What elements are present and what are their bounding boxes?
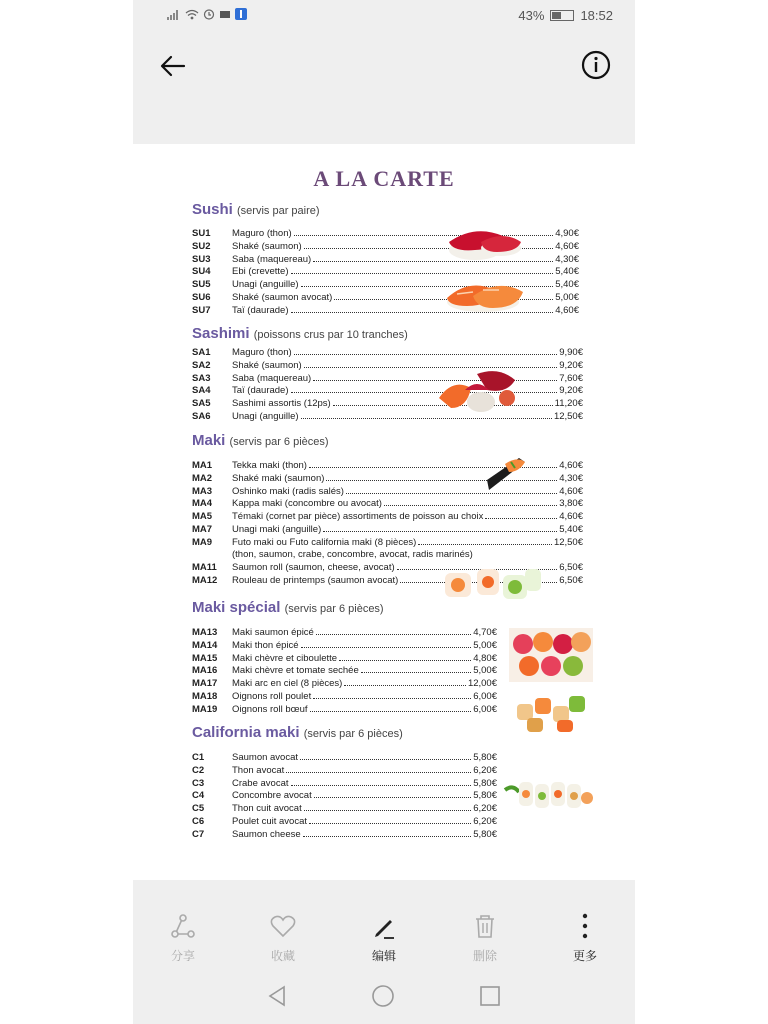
more-button[interactable] — [555, 912, 615, 964]
dot-leader — [361, 672, 471, 673]
edit-button[interactable] — [354, 912, 414, 964]
item-price: 6,20€ — [473, 764, 497, 776]
item-price: 4,60€ — [559, 460, 583, 471]
favorite-label: 收藏 — [270, 949, 295, 963]
menu-item-row — [192, 788, 497, 801]
dot-leader — [291, 785, 472, 786]
menu-item-row — [192, 396, 583, 409]
dot-leader — [304, 810, 472, 811]
menu-title: A LA CARTE — [313, 166, 455, 191]
edit-label: 编辑 — [371, 949, 396, 963]
item-name: Maki thon épicé — [232, 639, 299, 651]
maki-futo-note: (thon, saumon, crabe, concombre, avocat, radis marinés) — [232, 549, 473, 560]
section-note: (servis par paire) — [237, 205, 320, 217]
item-code: SU1 — [192, 228, 211, 239]
dot-leader — [384, 505, 557, 506]
menu-item-row — [192, 409, 583, 422]
item-price: 12,50€ — [553, 411, 583, 422]
item-name: Maguro (thon) — [232, 347, 292, 358]
item-price: 3,80€ — [559, 498, 583, 510]
item-code: MA5 — [192, 511, 213, 523]
item-code: SU7 — [192, 304, 211, 316]
item-name: Crabe avocat — [232, 777, 289, 789]
item-name: Shaké (saumon avocat) — [232, 292, 333, 303]
bottom-action-bar — [133, 880, 635, 1024]
item-code: MA17 — [192, 678, 218, 690]
item-name: Maki chèvre et ciboulette — [232, 652, 338, 664]
item-price: 12,50€ — [553, 536, 583, 548]
more-label: 更多 — [572, 949, 597, 963]
battery-icon — [550, 10, 574, 21]
menu-item-row — [192, 763, 497, 776]
menu-item-row — [192, 509, 583, 522]
item-code: SU5 — [192, 279, 211, 291]
item-price: 4,60€ — [559, 511, 583, 523]
item-price: 9,20€ — [559, 385, 583, 397]
menu-item-row — [192, 814, 497, 827]
item-code: SU3 — [192, 253, 211, 265]
menu-item-row — [192, 625, 497, 638]
menu-item-row — [192, 345, 583, 358]
nav-back-icon[interactable] — [265, 984, 289, 1008]
menu-item-row — [192, 651, 497, 664]
item-price: 5,80€ — [473, 790, 497, 802]
battery-percent: 43% — [518, 8, 545, 23]
item-price: 5,80€ — [473, 777, 497, 789]
item-name: Saumon roll (saumon, cheese, avocat) — [232, 562, 395, 574]
item-name: Thon avocat — [232, 764, 285, 776]
nav-recents-icon[interactable] — [478, 984, 502, 1008]
item-name: Shaké (saumon) — [232, 240, 302, 252]
dot-leader — [339, 660, 471, 661]
item-name: Futo maki ou Futo california maki (8 pièces) — [232, 536, 417, 548]
dot-leader — [346, 493, 557, 494]
wifi-icon — [185, 9, 199, 20]
item-name: Taï (daurade) — [232, 385, 289, 397]
share-label: 分享 — [170, 949, 195, 963]
item-code: SU4 — [192, 266, 211, 278]
item-price: 4,30€ — [555, 253, 579, 265]
item-code: C1 — [192, 752, 205, 763]
share-button[interactable] — [153, 912, 213, 964]
section-name: Sushi — [192, 201, 233, 218]
item-name: Oignons roll bœuf — [232, 703, 308, 715]
item-name: Kappa maki (concombre ou avocat) — [232, 498, 382, 510]
signal-icon — [167, 9, 181, 20]
item-name: Tekka maki (thon) — [232, 460, 307, 471]
dot-leader — [294, 354, 558, 355]
section-sashimi-heading — [192, 325, 408, 342]
item-name: Sashimi assortis (12ps) — [232, 398, 331, 410]
item-code: MA13 — [192, 627, 218, 638]
section-note: (servis par 6 pièces) — [284, 603, 384, 615]
status-icons — [167, 8, 247, 20]
item-code: C7 — [192, 828, 205, 840]
item-price: 11,20€ — [554, 398, 583, 410]
item-name: Maguro (thon) — [232, 228, 292, 239]
clock: 18:52 — [580, 8, 613, 23]
item-code: MA18 — [192, 691, 218, 702]
menu-item-row — [192, 663, 497, 676]
item-price: 6,20€ — [473, 803, 497, 815]
dot-leader — [301, 418, 552, 419]
item-price: 6,50€ — [559, 575, 583, 587]
menu-item-row — [192, 358, 583, 371]
mail-icon — [219, 8, 231, 20]
menu-item-row — [192, 689, 497, 702]
item-code: SA2 — [192, 359, 211, 371]
item-price: 6,00€ — [473, 703, 497, 715]
dot-leader — [344, 685, 466, 686]
item-name: Oignons roll poulet — [232, 691, 312, 702]
item-name: Saba (maquereau) — [232, 253, 312, 265]
section-name: Sashimi — [192, 325, 250, 342]
menu-item-row — [192, 676, 497, 689]
item-code: SA5 — [192, 398, 211, 410]
item-code: SU2 — [192, 240, 211, 252]
menu-item-row — [192, 750, 497, 763]
item-name: Rouleau de printemps (saumon avocat) — [232, 575, 399, 587]
menu-image[interactable] — [133, 144, 635, 880]
item-price: 5,80€ — [473, 752, 497, 763]
phone-screen — [133, 0, 635, 1024]
menu-item-row — [192, 702, 497, 715]
section-note: (servis par 6 pièces) — [303, 728, 403, 740]
item-price: 4,60€ — [555, 304, 579, 316]
onion-roll-image — [515, 692, 587, 734]
section-maki-special-heading — [192, 599, 384, 616]
alarm-icon — [203, 8, 215, 20]
menu-item-row — [192, 801, 497, 814]
item-code: MA1 — [192, 460, 213, 471]
item-name: Shaké (saumon) — [232, 359, 302, 371]
section-note: (servis par 6 pièces) — [229, 436, 329, 448]
dot-leader — [291, 273, 554, 274]
status-right — [518, 8, 613, 23]
section-name: California maki — [192, 724, 300, 741]
item-price: 9,90€ — [559, 347, 583, 358]
dot-leader — [313, 698, 471, 699]
pen-icon — [370, 912, 398, 940]
item-code: C6 — [192, 816, 205, 827]
item-code: MA11 — [192, 562, 217, 574]
item-code: SA6 — [192, 411, 211, 422]
item-name: Maki arc en ciel (8 pièces) — [232, 678, 343, 690]
item-name: Maki saumon épicé — [232, 627, 314, 638]
item-price: 6,20€ — [473, 816, 497, 827]
item-code: MA19 — [192, 703, 218, 715]
item-code: SU6 — [192, 292, 211, 303]
more-vertical-icon — [571, 912, 599, 940]
dot-leader — [286, 772, 471, 773]
menu-item-row — [192, 371, 583, 384]
item-price: 5,00€ — [555, 292, 579, 303]
menu-item-row — [192, 827, 497, 840]
item-code: MA9 — [192, 536, 213, 548]
menu-item-row — [192, 522, 583, 535]
california-maki-image — [503, 778, 595, 814]
item-code: MA7 — [192, 524, 213, 535]
nav-home-icon[interactable] — [371, 984, 395, 1008]
item-name: Concombre avocat — [232, 790, 312, 802]
item-code: C4 — [192, 790, 205, 802]
item-price: 9,20€ — [559, 359, 583, 371]
item-price: 5,40€ — [555, 266, 579, 278]
dot-leader — [309, 823, 471, 824]
section-name: Maki spécial — [192, 599, 281, 616]
section-maki-heading — [192, 432, 329, 449]
item-price: 5,80€ — [473, 828, 497, 840]
item-price: 6,50€ — [559, 562, 583, 574]
dot-leader — [314, 797, 471, 798]
temaki-image — [485, 458, 527, 492]
item-code: SA1 — [192, 347, 211, 358]
item-code: SA3 — [192, 372, 211, 384]
item-name: Shaké maki (saumon) — [232, 472, 325, 484]
item-name: Taï (daurade) — [232, 304, 289, 316]
item-name: Saba (maquereau) — [232, 372, 312, 384]
item-name: Unagi (anguille) — [232, 411, 299, 422]
item-price: 12,00€ — [467, 678, 497, 690]
trash-icon — [471, 912, 499, 940]
item-name: Ebi (crevette) — [232, 266, 289, 278]
spring-roll-image — [443, 565, 543, 601]
menu-item-row — [192, 776, 497, 789]
item-name: Thon cuit avocat — [232, 803, 302, 815]
item-name: Saumon cheese — [232, 828, 301, 840]
menu-item-row — [192, 638, 497, 651]
item-code: MA4 — [192, 498, 213, 510]
item-price: 4,90€ — [555, 228, 579, 239]
menu-item-row — [192, 383, 583, 396]
item-price: 5,00€ — [473, 665, 497, 677]
menu-item-row — [192, 535, 583, 548]
item-price: 5,40€ — [559, 524, 583, 535]
delete-button[interactable] — [455, 912, 515, 964]
item-name: Poulet cuit avocat — [232, 816, 307, 827]
info-icon[interactable] — [579, 48, 613, 82]
section-california-heading — [192, 724, 403, 741]
item-code: MA3 — [192, 485, 213, 497]
item-name: Témaki (cornet par pièce) assortiments de poisson au choix — [232, 511, 484, 523]
item-code: C2 — [192, 764, 205, 776]
tuna-nigiri-image — [445, 220, 523, 264]
item-price: 6,00€ — [473, 691, 497, 702]
app-notification-icon — [235, 8, 247, 20]
dot-leader — [301, 647, 472, 648]
item-code: MA15 — [192, 652, 218, 664]
item-price: 4,60€ — [559, 485, 583, 497]
delete-label: 删除 — [472, 949, 497, 963]
dot-leader — [300, 759, 471, 760]
section-sushi-heading — [192, 201, 320, 218]
heart-icon — [269, 912, 297, 940]
favorite-button[interactable] — [253, 912, 313, 964]
dot-leader — [310, 711, 472, 712]
item-code: MA14 — [192, 639, 218, 651]
item-name: Maki chèvre et tomate sechée — [232, 665, 359, 677]
item-code: MA2 — [192, 472, 213, 484]
back-arrow-icon[interactable] — [157, 50, 189, 82]
item-price: 4,70€ — [473, 627, 497, 638]
rainbow-maki-image — [509, 628, 593, 682]
dot-leader — [303, 836, 472, 837]
section-note: (poissons crus par 10 tranches) — [253, 329, 408, 341]
section-name: Maki — [192, 432, 226, 449]
sashimi-platter-image — [437, 368, 523, 416]
share-icon — [169, 912, 197, 940]
item-price: 5,00€ — [473, 639, 497, 651]
item-name: Oshinko maki (radis salés) — [232, 485, 344, 497]
item-price: 4,30€ — [559, 472, 583, 484]
dot-leader — [418, 544, 552, 545]
item-code: MA12 — [192, 575, 218, 587]
item-code: C5 — [192, 803, 205, 815]
dot-leader — [485, 518, 557, 519]
item-code: MA16 — [192, 665, 218, 677]
dot-leader — [316, 634, 471, 635]
item-price: 7,60€ — [559, 372, 583, 384]
item-price: 5,40€ — [555, 279, 579, 291]
status-bar — [133, 0, 635, 32]
app-bar — [133, 32, 635, 144]
item-code: C3 — [192, 777, 205, 789]
item-name: Saumon avocat — [232, 752, 299, 763]
item-price: 4,80€ — [473, 652, 497, 664]
salmon-nigiri-image — [443, 276, 525, 316]
menu-item-row — [192, 496, 583, 509]
item-name: Unagi (anguille) — [232, 279, 299, 291]
item-price: 4,60€ — [555, 240, 579, 252]
item-name: Unagi maki (anguille) — [232, 524, 322, 535]
dot-leader — [323, 531, 557, 532]
item-code: SA4 — [192, 385, 211, 397]
